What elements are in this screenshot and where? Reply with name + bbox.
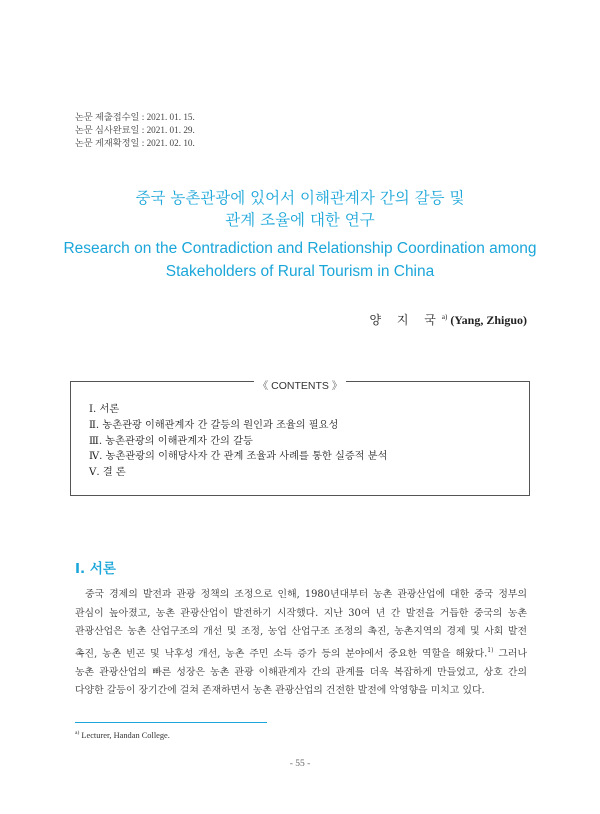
author-name-english: (Yang, Zhiguo) [450, 313, 527, 327]
toc-item: Ⅰ. 서론 [89, 404, 120, 415]
paragraph-line: 관광산업은 농촌 산업구조의 개선 및 조정, 농업 산업구조 조정의 촉진, 농촌지역의 경제 및 사회 발전 [75, 626, 527, 638]
author [369, 311, 527, 328]
accepted-date: 논문 게재확정일 : 2021. 02. 10. [75, 138, 195, 148]
title-korean-line-2: 관계 조율에 대한 연구 [225, 211, 375, 229]
table-of-contents [89, 402, 387, 481]
page-number: - 55 - [289, 759, 311, 769]
footnote-divider [75, 722, 267, 723]
toc-item: Ⅱ. 농촌관광 이해관계자 간 갈등의 원인과 조율의 필요성 [89, 419, 339, 431]
contents-heading: 《 CONTENTS 》 [0, 374, 600, 393]
toc-item: Ⅳ. 농촌관광의 이해당사자 간 관계 조율과 사례를 통한 실증적 분석 [89, 451, 388, 463]
toc-item: Ⅲ. 농촌관광의 이해관계자 간의 갈등 [89, 435, 253, 447]
paragraph-line: 관심이 높아졌고, 농촌 관광산업이 발전하기 시작했다. 지난 30여 년 간 발전을 거듭한 중국의 농촌 [75, 607, 527, 619]
footnote-mark: a) [75, 730, 80, 736]
footnote-ref: 1) [487, 646, 494, 654]
toc-item: Ⅴ. 결 론 [89, 467, 126, 479]
paragraph-line: 다양한 갈등이 장기간에 걸쳐 존재하면서 농촌 관광산업의 건전한 발전에 악영향을 미치고 있다. [75, 685, 485, 697]
body-paragraph [75, 586, 527, 701]
paragraph-line: 중국 경제의 발전과 관광 정책의 조정으로 인해, 1980년대부터 농촌 관광산업에 대한 중국 정부의 [85, 589, 527, 600]
received-date: 논문 제출접수일 : 2021. 01. 15. [75, 112, 195, 122]
paragraph-line: 농촌 관광산업의 빠른 성장은 농촌 관광 이해관계자 간의 관계를 더욱 복잡하게 만들었고, 상호 간의 [75, 666, 527, 678]
paragraph-line-4: 촉진, 농촌 빈곤 및 낙후성 개선, 농촌 주민 소득 증가 등의 분야에서 중요한 역할을 해왔다.$^{1)}$ 그러나 [75, 646, 527, 660]
submission-dates [75, 111, 195, 150]
footnote [75, 730, 170, 740]
title-korean-line-1: 중국 농촌관광에 있어서 이해관계자 간의 갈등 및 [135, 189, 465, 207]
section-heading: Ⅰ. 서론 [75, 561, 116, 577]
reviewed-date: 논문 심사완료일 : 2021. 01. 29. [75, 125, 195, 135]
title-english-line-2: Stakeholders of Rural Tourism in China [165, 263, 435, 280]
author-name-korean: 양 지 국 [369, 313, 442, 327]
author-footnote-mark: a) [441, 313, 448, 321]
title-english-line-1: Research on the Contradiction and Relationship Coordination among [63, 240, 537, 257]
footnote-text: Lecturer, Handan College. [79, 730, 170, 740]
